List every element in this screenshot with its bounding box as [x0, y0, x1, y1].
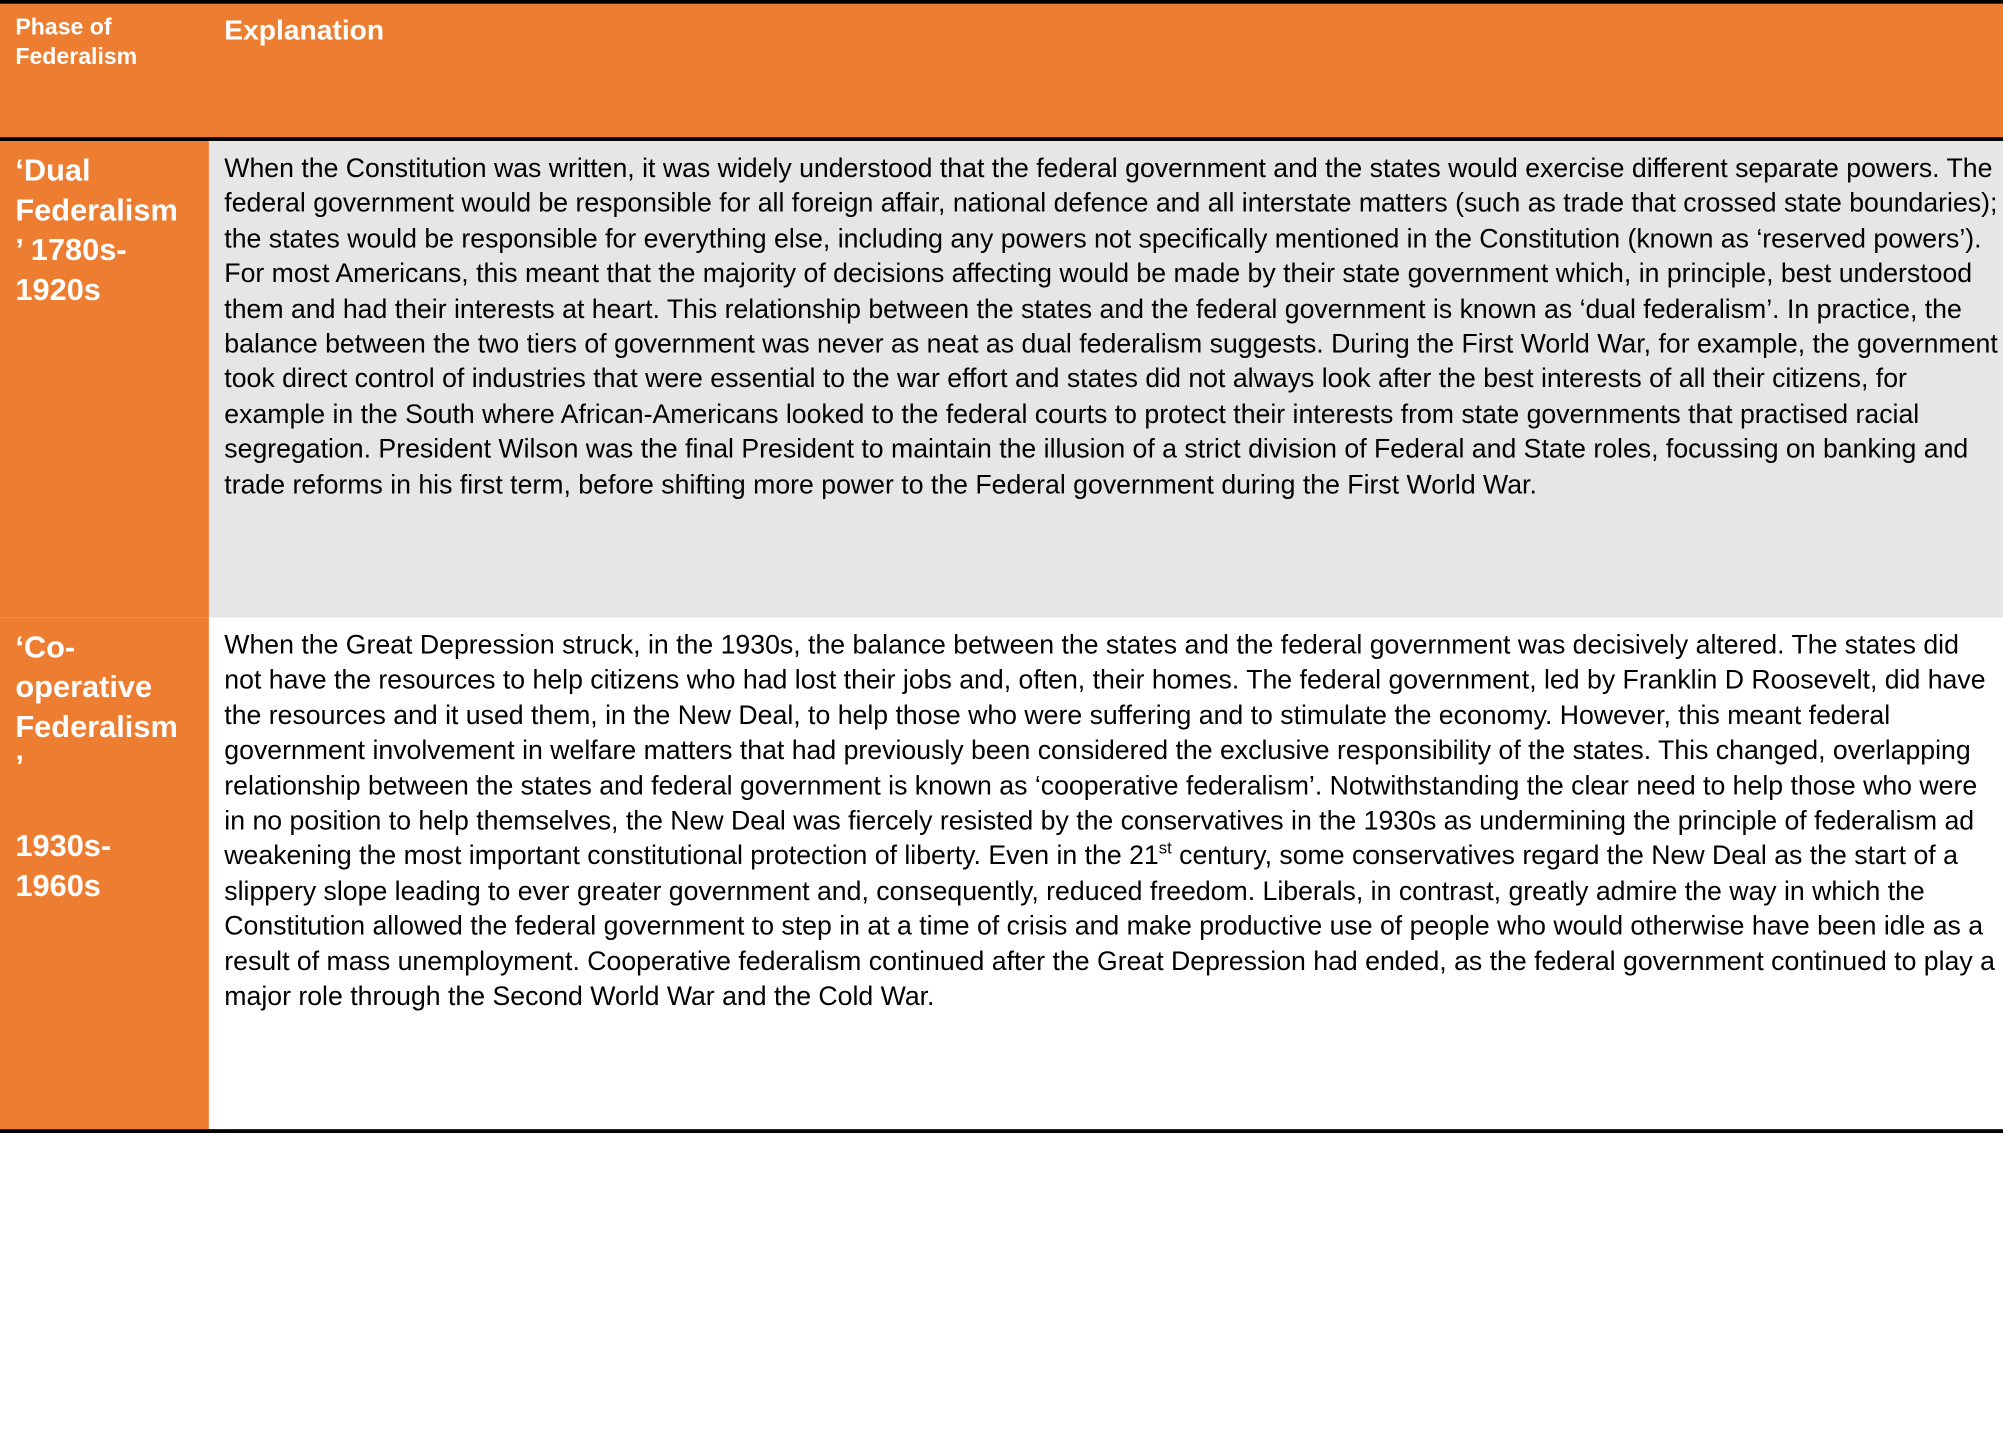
- table-bottom-border: [0, 1129, 2003, 1133]
- header-explanation: Explanation: [224, 14, 385, 47]
- phase-label-dual-federalism: ‘Dual Federalism ’ 1780s- 1920s: [15, 153, 178, 308]
- table-header-row: [0, 4, 2003, 137]
- phase-cell-dual-federalism: [0, 141, 209, 618]
- explanation-cell-cooperative-federalism: [209, 618, 2003, 1129]
- explanation-cell-dual-federalism: [209, 141, 2003, 618]
- explanation-text-dual-federalism: When the Constitution was written, it was widely understood that the federal government and the states would exercise different separate powers. The federal government would be responsible for all foreign affair, national defence and all interstate matters (such as trade that crossed state boundaries); the states would be responsible for everything else, including any powers not specifically mentioned in the Constitution (known as ‘reserved powers’). For most Americans, this meant that the majority of decisions affecting would be made by their state government which, in principle, best understood them and had their interests at heart. This relationship between the states and the federal government is known as ‘dual federalism’. In practice, the balance between the two tiers of government was never as neat as dual federalism suggests. During the First World War, for example, the government took direct control of industries that were essential to the war effort and states did not always look after the best interests of all their citizens, for example in the South where African-Americans looked to the federal courts to protect their interests from state governments that practised racial segregation. President Wilson was the final President to maintain the illusion of a strict division of Federal and State roles, focussing on banking and trade reforms in his first term, before shifting more power to the Federal government during the First World War.: [224, 153, 1998, 500]
- explanation-text-part2: century, some conservatives regard the New Deal as the start of a slippery slope leading to ever greater government and, consequently, reduced freedom. Liberals, in contrast, greatly admire the way in which the Constitution allowed the federal government to step in at a time of crisis and make productive use of people who would otherwise have been idle as a result of mass unemployment. Cooperative federalism continued after the Great Depression had ended, as the federal government continued to play a major role through the Second World War and the Cold War.: [224, 841, 1995, 1012]
- phase-label-cooperative-federalism: ‘Co- operative Federalism ’ 1930s- 1960s: [15, 630, 178, 904]
- superscript-st: st: [1158, 838, 1172, 859]
- explanation-text-part1: When the Great Depression struck, in the 1930s, the balance between the states and the federal government was decisively altered. The states did not have the resources to help citizens who had lost their jobs and, often, their homes. The federal government, led by Franklin D Roosevelt, did have the resources and it used them, in the New Deal, to help those who were suffering and to stimulate the economy. However, this meant federal government involvement in welfare matters that had previously been considered the exclusive responsibility of the states. This changed, overlapping relationship between the states and federal government is known as ‘cooperative federalism’. Notwithstanding the clear need to help those who were in no position to help themselves, the New Deal was fiercely resisted by the conservatives in the 1930s as undermining the principle of federalism ad weakening the most important constitutional protection of liberty. Even in the 21: [224, 630, 1986, 871]
- phase-cell-cooperative-federalism: [0, 618, 209, 1129]
- header-phase-of-federalism: Phase of Federalism: [15, 14, 138, 70]
- explanation-text-cooperative-federalism: [224, 628, 1999, 1014]
